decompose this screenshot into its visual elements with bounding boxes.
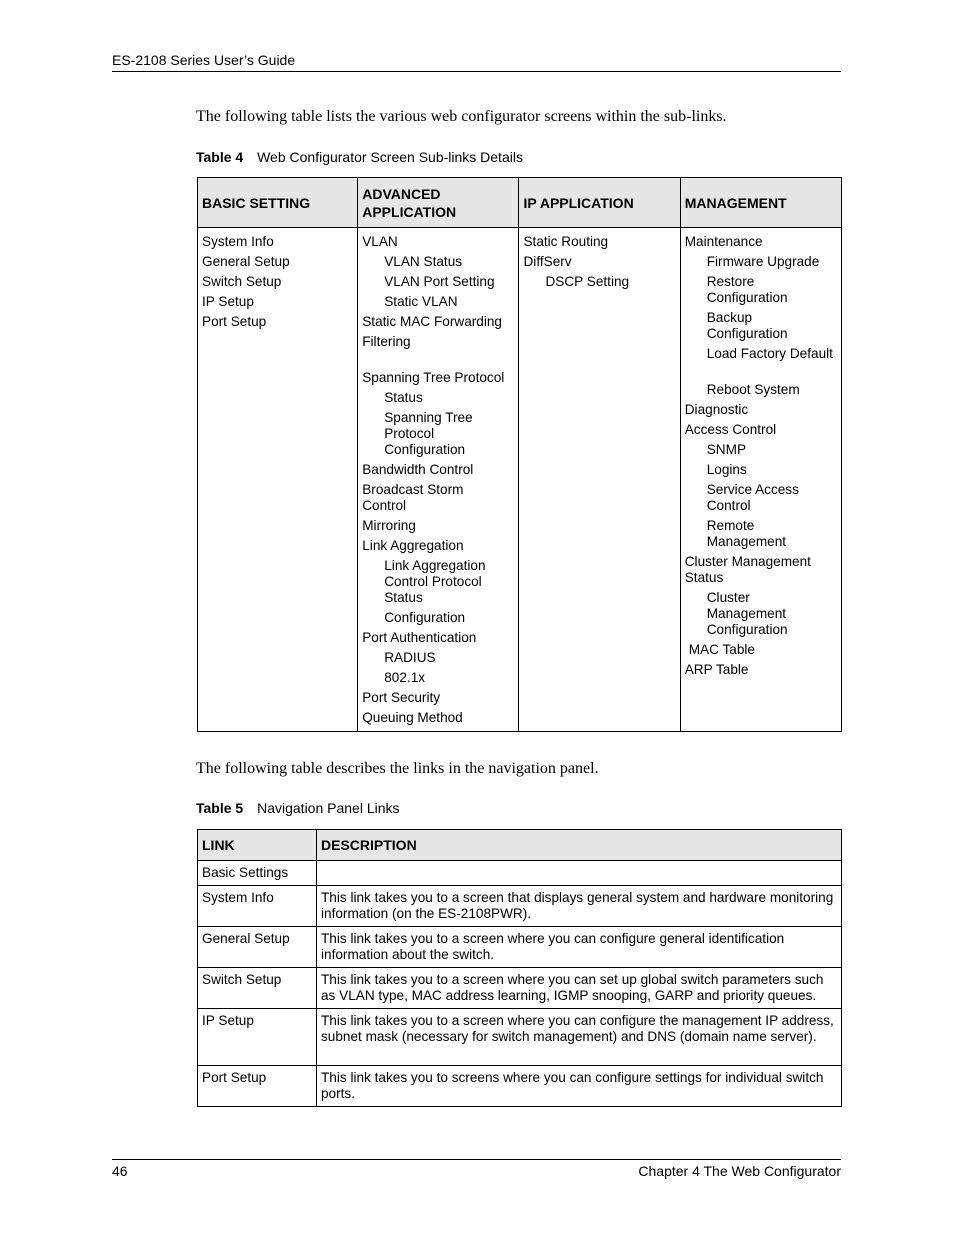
table4-caption-number: Table 4 (196, 149, 244, 165)
description-cell: This link takes you to a screen where you can configure the management IP address, subnet mask (necessary for switch management) and DNS (domain name server). (317, 1009, 842, 1066)
list-subitem: VLAN Port Setting (384, 274, 495, 289)
list-subitem: DSCP Setting (545, 274, 630, 289)
ip-application-cell (519, 228, 680, 732)
table-row (198, 886, 842, 927)
basic-setting-cell (198, 228, 358, 732)
column-header-advanced-application: ADVANCED APPLICATION (358, 178, 519, 228)
list-item: Broadcast Storm Control (362, 482, 464, 513)
table5-caption (196, 800, 400, 816)
list-subitem: Spanning Tree Protocol Configuration (384, 410, 473, 457)
link-cell: Port Setup (198, 1066, 317, 1107)
list-item: Static Routing (523, 234, 609, 249)
list-item: MAC Table (688, 642, 755, 657)
list-item: Maintenance (684, 234, 763, 249)
list-subitem: Configuration (384, 610, 466, 625)
list-subitem: Link Aggregation Control Protocol Status (384, 558, 486, 605)
description-cell: This link takes you to screens where you can configure settings for individual switch ports. (317, 1066, 842, 1107)
table5-caption-number: Table 5 (196, 800, 244, 816)
list-item: General Setup (202, 254, 290, 269)
column-header-management: MANAGEMENT (680, 178, 841, 228)
list-subitem: RADIUS (384, 650, 436, 665)
table-row (198, 1066, 842, 1107)
link-cell: Switch Setup (198, 968, 317, 1009)
list-item: Port Security (362, 690, 441, 705)
list-item: VLAN (362, 234, 398, 249)
list-subitem: Logins (706, 462, 747, 477)
table5-caption-text: Navigation Panel Links (257, 800, 400, 816)
chapter-title: Chapter 4 The Web Configurator (638, 1163, 841, 1179)
list-subitem: Static VLAN (384, 294, 458, 309)
list-subitem: Cluster Management Configuration (706, 590, 788, 637)
column-header-description: DESCRIPTION (317, 830, 842, 861)
list-subitem: VLAN Status (384, 254, 463, 269)
list-subitem: Firmware Upgrade (706, 254, 820, 269)
list-subitem: SNMP (706, 442, 747, 457)
table-header-row (198, 830, 842, 861)
header-divider (112, 71, 841, 72)
list-item: Queuing Method (362, 710, 463, 725)
list-item: Port Authentication (362, 630, 477, 645)
link-cell: General Setup (198, 927, 317, 968)
list-item: ARP Table (684, 662, 749, 677)
advanced-application-cell (358, 228, 519, 732)
list-subitem: Service Access Control (706, 482, 799, 513)
table4-caption (196, 149, 523, 165)
list-subitem: 802.1x (384, 670, 426, 685)
table-row (198, 861, 842, 886)
intro-paragraph-2: The following table describes the links in the navigation panel. (196, 760, 599, 777)
navigation-links-table (197, 829, 842, 1107)
link-cell: Basic Settings (198, 861, 317, 886)
list-item: Access Control (684, 422, 777, 437)
list-item: Mirroring (362, 518, 416, 533)
column-header-link: LINK (198, 830, 317, 861)
description-cell: This link takes you to a screen where you can configure general identification information about the switch. (317, 927, 842, 968)
list-subitem: Remote Management (706, 518, 787, 549)
list-item: Link Aggregation (362, 538, 464, 553)
footer-divider (112, 1159, 841, 1160)
list-subitem: Backup Configuration (706, 310, 788, 341)
link-cell: System Info (198, 886, 317, 927)
list-item: Filtering (362, 334, 411, 349)
table-row (198, 228, 842, 732)
intro-paragraph-1: The following table lists the various web configurator screens within the sub-links. (196, 108, 727, 125)
description-cell (317, 861, 842, 886)
table-row (198, 968, 842, 1009)
list-item: Spanning Tree Protocol (362, 370, 505, 385)
list-item: Bandwidth Control (362, 462, 474, 477)
list-subitem: Status (384, 390, 423, 405)
list-subitem: Restore Configuration (706, 274, 788, 305)
management-cell (680, 228, 841, 732)
list-item: Cluster Management Status (684, 554, 811, 585)
page-number: 46 (112, 1163, 128, 1179)
table-row (198, 927, 842, 968)
list-item: IP Setup (202, 294, 254, 309)
description-cell: This link takes you to a screen where you can set up global switch parameters such as VLAN type, MAC address learning, IGMP snooping, GARP and priority queues. (317, 968, 842, 1009)
list-item: DiffServ (523, 254, 572, 269)
list-item: Static MAC Forwarding (362, 314, 502, 329)
list-item: Port Setup (202, 314, 267, 329)
table4-caption-text: Web Configurator Screen Sub-links Details (257, 149, 523, 165)
list-subitem: Load Factory Default (706, 346, 833, 361)
sublinks-table (197, 177, 842, 732)
description-cell: This link takes you to a screen that displays general system and hardware monitoring information (on the ES-2108PWR). (317, 886, 842, 927)
list-item: Diagnostic (684, 402, 749, 417)
list-item: System Info (202, 234, 274, 249)
table-header-row (198, 178, 842, 228)
table-row (198, 1009, 842, 1066)
column-header-basic-setting: BASIC SETTING (198, 178, 358, 228)
list-item: Switch Setup (202, 274, 282, 289)
link-cell: IP Setup (198, 1009, 317, 1066)
running-header: ES-2108 Series User’s Guide (112, 52, 296, 68)
list-subitem: Reboot System (706, 382, 800, 397)
column-header-ip-application: IP APPLICATION (519, 178, 680, 228)
